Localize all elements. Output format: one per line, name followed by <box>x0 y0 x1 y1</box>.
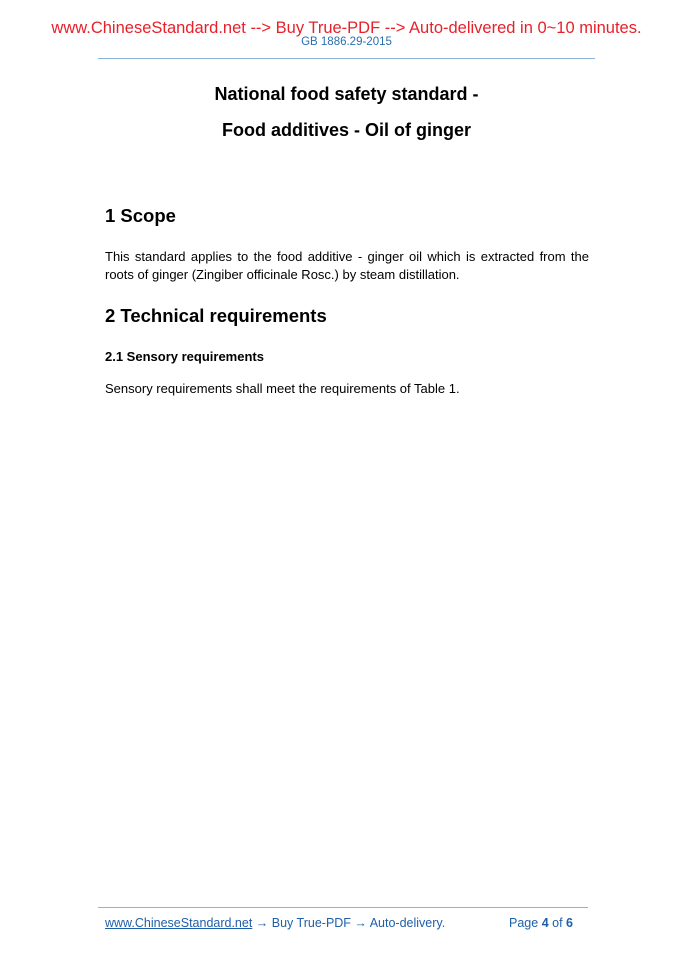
page-total-number: 6 <box>566 916 573 930</box>
document-title-line-1: National food safety standard - <box>214 84 479 104</box>
section-heading-technical-requirements: 2 Technical requirements <box>105 305 327 326</box>
document-title-line-2: Food additives - Oil of ginger <box>221 120 471 140</box>
header-divider <box>98 58 595 59</box>
page-indicator <box>509 915 573 931</box>
promo-banner[interactable]: www.ChineseStandard.net --> Buy True-PDF --> Auto-delivered in 0~10 minutes. <box>51 19 642 37</box>
section-body-scope: This standard applies to the food additive - ginger oil which is extracted from the roots of ginger (Zingiber officinale Rosc.) by steam distillation. <box>105 249 589 282</box>
standard-code-header: GB 1886.29-2015 <box>301 36 392 48</box>
page-of-label: of <box>552 916 563 930</box>
subsection-heading-sensory-requirements: 2.1 Sensory requirements <box>105 349 264 364</box>
footer-promo-text: → Buy True-PDF → Auto-delivery. <box>252 916 446 930</box>
page-label: Page <box>509 916 539 930</box>
page-current-number: 4 <box>541 916 549 930</box>
footer-divider <box>98 907 588 908</box>
footer-promo <box>105 915 445 931</box>
section-heading-scope: 1 Scope <box>105 205 176 226</box>
subsection-body-sensory-requirements: Sensory requirements shall meet the requirements of Table 1. <box>105 381 460 396</box>
footer-site-link[interactable]: www.ChineseStandard.net <box>105 916 253 930</box>
